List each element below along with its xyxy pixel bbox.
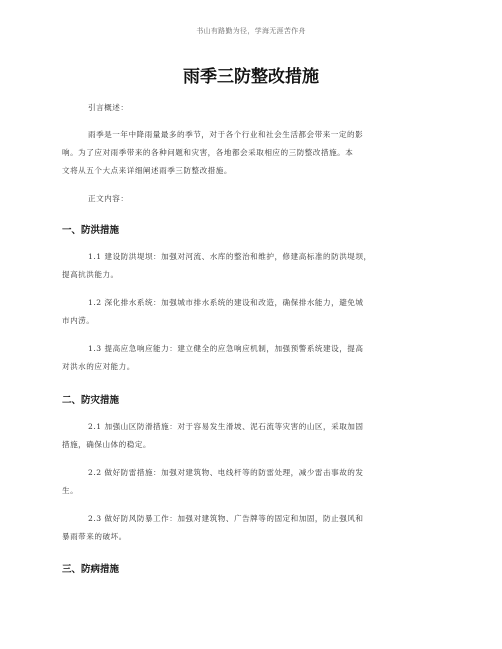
body-label: 正文内容：: [88, 194, 129, 203]
list-item: 2.3 做好防风防暴工作：加强对建筑物、广告牌等的固定和加固，防止强风和 暴雨带来的破坏。: [62, 514, 364, 541]
section-heading: 一、防洪措施: [62, 225, 120, 236]
intro-label: 引言概述：: [88, 103, 129, 112]
list-item: 2.1 加强山区防滑措施：对于容易发生滑坡、泥石流等灾害的山区，采取加固 措施，确保山体的稳定。: [62, 422, 364, 449]
list-item: 2.2 做好防雷措施：加强对建筑物、电线杆等的防雷处理，减少雷击事故的发 生。: [62, 468, 364, 495]
intro-paragraph: 雨季是一年中降雨量最多的季节，对于各个行业和社会生活都会带来一定的影 响。为了应对雨季带来的各种问题和灾害，各地都会采取相应的三防整改措施。本 文将从五个大点来详细阐述雨季三防整改措施。: [62, 130, 364, 175]
section-heading: 三、防病措施: [62, 564, 120, 575]
list-item: 1.3 提高应急响应能力：建立健全的应急响应机制，加强预警系统建设，提高 对洪水的应对能力。: [62, 344, 364, 371]
document-title: 雨季三防整改措施: [183, 67, 319, 87]
section-heading: 二、防灾措施: [62, 395, 120, 406]
list-item: 1.1 建设防洪堤坝：加强对河流、水库的整治和维护，修建高标准的防洪堤坝， 提高抗洪能力。: [62, 252, 372, 279]
header-note: 书山有路勤为径，学海无涯苦作舟: [196, 27, 306, 35]
list-item: 1.2 深化排水系统：加强城市排水系统的建设和改造，确保排水能力，避免城 市内涝。: [62, 298, 364, 325]
